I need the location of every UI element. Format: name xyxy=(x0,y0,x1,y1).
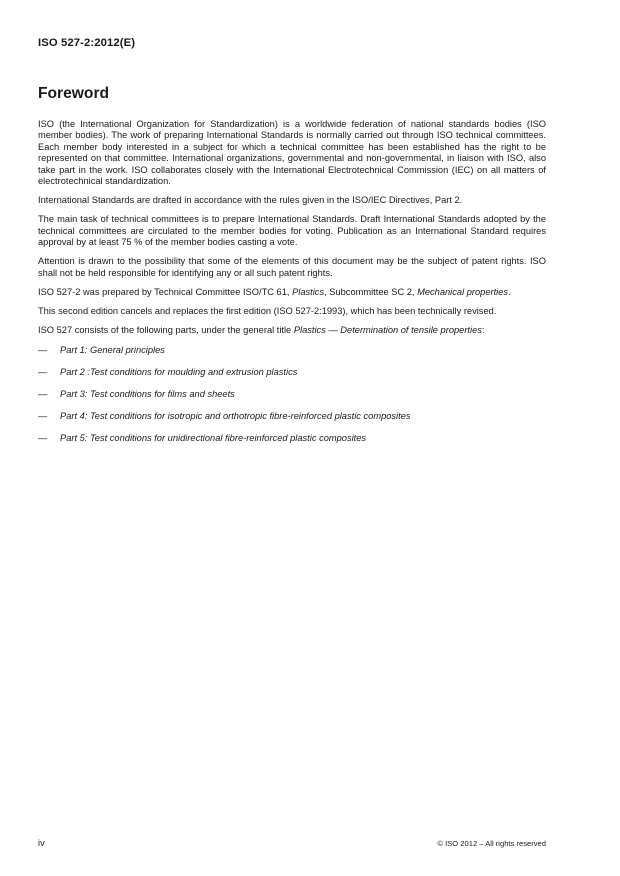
list-item-text: Part 3: Test conditions for films and sheets xyxy=(60,388,235,399)
colon-text: : xyxy=(481,325,485,336)
paragraph-committee-task: The main task of technical committees is to prepare International Standards. Draft International Standards adopted by the technical committees are circulated to the member bodies for voting. Publication as an International Standard requires approval by at least 75 % of the member bodies casting a vote. xyxy=(38,214,546,248)
foreword-body xyxy=(38,119,546,455)
section-title: Foreword xyxy=(38,85,110,102)
list-item xyxy=(38,367,546,378)
list-item xyxy=(38,433,546,444)
list-item xyxy=(38,411,546,422)
list-item-text: Part 2 :Test conditions for moulding and extrusion plastics xyxy=(60,366,298,377)
list-dash: — xyxy=(38,366,48,377)
list-item-text: Part 1: General principles xyxy=(60,344,165,355)
list-item xyxy=(38,389,546,400)
paragraph-directives: International Standards are drafted in accordance with the rules given in the ISO/IEC Directives, Part 2. xyxy=(38,195,463,206)
parts-list xyxy=(38,345,546,444)
list-dash: — xyxy=(38,388,48,399)
mechanical-properties-italic: Mechanical properties xyxy=(417,287,509,298)
general-title-italic: Plastics — Determination of tensile properties xyxy=(293,325,482,336)
list-dash: — xyxy=(38,344,48,355)
list-item-text: Part 4: Test conditions for isotropic and orthotropic fibre-reinforced plastic composites xyxy=(60,410,411,421)
subcommittee-text: , Subcommittee SC 2, xyxy=(324,287,418,298)
list-dash: — xyxy=(38,410,48,421)
paragraph-edition: This second edition cancels and replaces the first edition (ISO 527-2:1993), which has been technically revised. xyxy=(38,306,497,317)
list-dash: — xyxy=(38,432,48,443)
plastics-italic: Plastics xyxy=(292,287,325,298)
list-item xyxy=(38,345,546,356)
document-id-header: ISO 527-2:2012(E) xyxy=(38,37,136,49)
parts-intro-text: ISO 527 consists of the following parts, under the general title xyxy=(38,325,294,336)
paragraph-iso-intro: ISO (the International Organization for Standardization) is a worldwide federation of national standards bodies (ISO member bodies). The work of preparing International Standards is normally carried out through ISO technical committees. Each member body interested in a subject for which a technical committee has been established has the right to be represented on that committee. International organizations, governmental and non-governmental, in liaison with ISO, also take part in the work. ISO collaborates closely with the International Electrotechnical Commission (IEC) on all matters of electrotechnical standardization. xyxy=(38,119,546,187)
period-text: . xyxy=(508,287,511,298)
paragraph-parts-intro xyxy=(38,325,546,336)
list-item-text: Part 5: Test conditions for unidirectional fibre-reinforced plastic composites xyxy=(60,432,367,443)
page-number: iv xyxy=(38,838,45,848)
copyright-notice: © ISO 2012 – All rights reserved xyxy=(437,839,546,848)
paragraph-patent-rights: Attention is drawn to the possibility that some of the elements of this document may be the subject of patent rights. ISO shall not be held responsible for identifying any or all such patent rights. xyxy=(38,256,546,278)
prepared-by-text: ISO 527-2 was prepared by Technical Committee ISO/TC 61, xyxy=(38,287,293,298)
paragraph-prepared-by xyxy=(38,287,546,298)
